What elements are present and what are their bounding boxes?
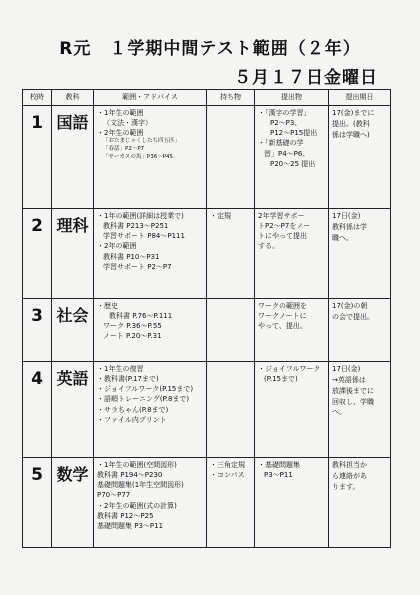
header-due: 提出期日 [329, 90, 391, 106]
submit-line: ・基礎問題集 [258, 461, 300, 469]
due-cell [329, 299, 391, 362]
range-line: 基礎問題集 P3～P11 [97, 521, 164, 530]
submit-line: P3～P11 [264, 471, 293, 480]
items-cell [207, 106, 255, 209]
header-items: 持ち物 [207, 90, 255, 106]
submit-line: する。 [258, 242, 279, 251]
submit-cell [255, 458, 329, 548]
due-line: 17日(金) [332, 365, 361, 373]
due-line: ります。 [332, 482, 360, 491]
submit-line: ワークの範囲を [258, 302, 307, 310]
range-line: 教科書 P12～P25 [97, 511, 154, 520]
range-cell [94, 362, 207, 458]
submit-line: 習」P4～P6、 [264, 149, 310, 158]
due-cell [329, 106, 391, 209]
range-line: 基礎問題集(1年生空間図形) [97, 481, 184, 490]
due-line: 17日(金) [332, 212, 361, 220]
due-line: →英語係は [332, 375, 366, 384]
due-line: 回収し、学職 [332, 397, 374, 406]
submit-line: P20～25 提出 [270, 159, 316, 168]
subject-cell: 理科 [52, 209, 94, 299]
exam-date: ５月１７日金曜日 [234, 68, 378, 88]
due-line: 17(金)までに [332, 109, 375, 117]
submit-line: P2～P3、 [270, 119, 302, 128]
range-line: 「サーカスの馬」P36～P45 [103, 154, 174, 161]
submit-cell [255, 299, 329, 362]
range-cell [94, 458, 207, 548]
items-cell [207, 299, 255, 362]
items-cell [207, 362, 255, 458]
submit-line: トにやって提出 [258, 232, 307, 241]
submit-line: やって、提出。 [258, 322, 307, 331]
subject-cell: 社会 [52, 299, 94, 362]
header-range: 範囲・アドバイス [94, 90, 207, 106]
submit-line: ・ジョイフルワーク [258, 365, 321, 373]
range-line: （文法・漢字） [103, 119, 152, 128]
range-line: ・2年の範囲 [97, 242, 137, 251]
header-period: 校時 [23, 90, 52, 106]
items-cell [207, 209, 255, 299]
range-cell [94, 299, 207, 362]
submit-line: P12～P15提出 [270, 129, 318, 138]
range-line: ・1年生の範囲(空間図形) [97, 461, 177, 469]
range-line: ・ジョイフルワーク(P.15まで) [97, 385, 194, 394]
range-line: 学習サポート P84～P111 [103, 232, 185, 241]
range-cell [94, 209, 207, 299]
due-cell [329, 209, 391, 299]
due-line: 提出。(教科 [332, 119, 370, 128]
subject-cell: 国語 [52, 106, 94, 209]
submit-line: (P.15まで) [264, 375, 298, 384]
range-line: P70～P77 [97, 491, 131, 500]
range-line: ・ファイル内プリント [97, 415, 167, 424]
range-line: ・1年生の復習 [97, 365, 144, 373]
range-line: 「春話」P2～P7 [103, 146, 145, 153]
range-line: 学習サポート P2～P7 [103, 262, 172, 271]
range-line: ・歴史 [97, 302, 118, 310]
due-line: ら連絡があ [332, 471, 367, 480]
period-cell: 1 [23, 106, 52, 209]
table-row [23, 458, 391, 548]
table-row [23, 362, 391, 458]
submit-line: ・「漢字の学習」 [258, 109, 311, 117]
due-cell [329, 362, 391, 458]
due-cell [329, 458, 391, 548]
due-line: 17(金)の朝 [332, 302, 368, 310]
submit-line: ワークノートに [258, 312, 307, 321]
items-line: ・三角定規 [210, 461, 245, 469]
range-line: ・語順トレーニング(P.8まで) [97, 395, 190, 404]
due-line: 係は学職へ) [332, 130, 370, 139]
table-row [23, 106, 391, 209]
range-line: ・1年の範囲(詳細は授業で) [97, 212, 184, 220]
submit-line: 2年学習サポー [258, 212, 305, 220]
table-row [23, 299, 391, 362]
range-line: 「おたまじゃくしたち四五匹」 [103, 138, 181, 145]
due-line: へ。 [332, 408, 346, 417]
due-line: 職へ。 [332, 233, 353, 242]
table-header-row [23, 90, 391, 106]
exam-range-table [22, 89, 391, 548]
items-line: ・定規 [210, 212, 231, 220]
range-line: ・2年生の範囲(式の計算) [97, 501, 177, 510]
due-line: の会で提出。 [332, 312, 374, 321]
range-line: ノート P.20～P.31 [103, 332, 162, 341]
range-cell [94, 106, 207, 209]
submit-line: トP2～P7をノー [258, 222, 311, 231]
due-line: 放課後までに [332, 386, 374, 395]
items-cell [207, 458, 255, 548]
submit-cell [255, 362, 329, 458]
submit-cell [255, 106, 329, 209]
table-row [23, 209, 391, 299]
page-title: R元 １学期中間テスト範囲（２年） [59, 39, 361, 59]
range-line: ・サラちゃん(P.8まで) [97, 405, 169, 414]
range-line: ワーク P.36～P.55 [103, 322, 162, 331]
subject-cell: 英語 [52, 362, 94, 458]
items-line: ・コンパス [210, 471, 245, 480]
due-line: 教科係は学 [332, 222, 367, 231]
header-submit: 提出物 [255, 90, 329, 106]
range-line: 教科書 P194～P230 [97, 471, 163, 480]
submit-line: ・「新基礎の学 [258, 139, 304, 148]
period-cell: 5 [23, 458, 52, 548]
submit-cell [255, 209, 329, 299]
period-cell: 3 [23, 299, 52, 362]
range-line: 教科書 P213～P251 [103, 222, 169, 231]
header-subject: 教科 [52, 90, 94, 106]
range-line: ・2年生の範囲 [97, 129, 144, 138]
period-cell: 2 [23, 209, 52, 299]
subject-cell: 数学 [52, 458, 94, 548]
period-cell: 4 [23, 362, 52, 458]
range-line: 教科書 P10～P31 [103, 252, 160, 261]
range-line: ・教科書(P.17まで) [97, 375, 159, 384]
due-line: 教科担当か [332, 461, 367, 469]
range-line: 教科書 P.76～P.111 [109, 312, 173, 321]
range-line: ・1年生の範囲 [97, 109, 144, 117]
